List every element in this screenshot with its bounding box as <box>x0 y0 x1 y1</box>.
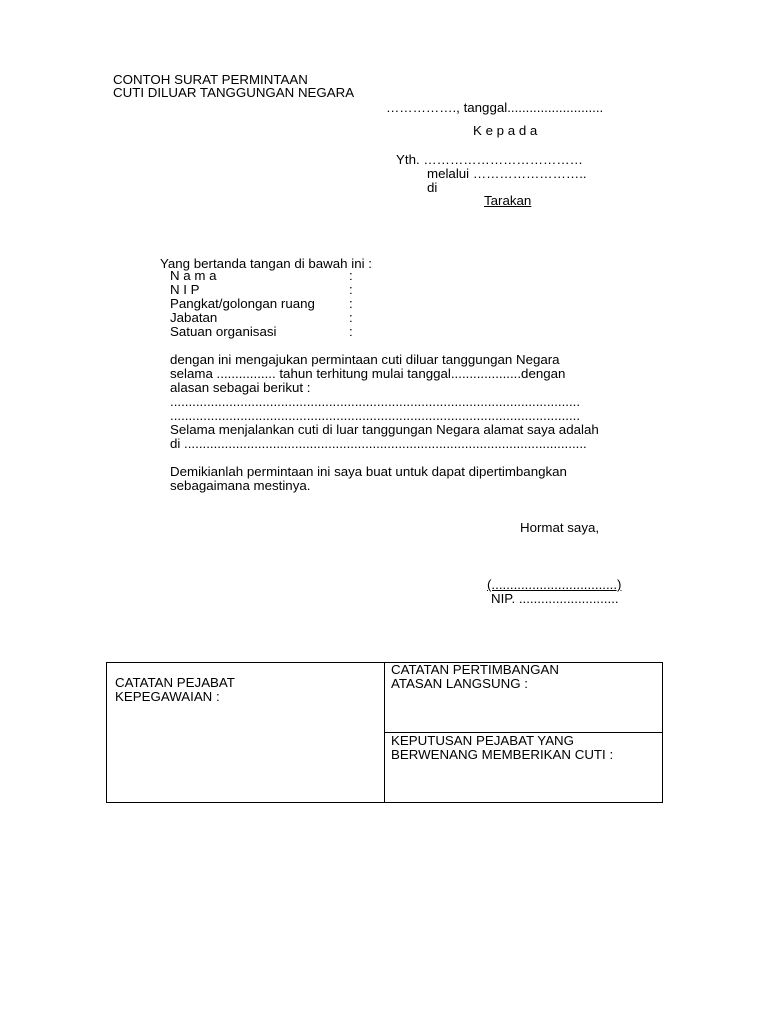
notes-right-bottom-cell <box>385 733 663 803</box>
request-paragraph-line-2: selama ................ tahun terhitung mulai tanggal...................dengan <box>170 366 566 381</box>
notes-right-bottom-line-1: KEPUTUSAN PEJABAT YANG <box>391 733 575 748</box>
recipient-yth: Yth. ……………………………… <box>396 152 583 167</box>
notes-right-top-line-2: ATASAN LANGSUNG : <box>391 676 528 691</box>
closing-salutation: Hormat saya, <box>520 520 600 535</box>
address-paragraph-line-1: Selama menjalankan cuti di luar tanggungan Negara alamat saya adalah <box>170 422 599 437</box>
field-label-jabatan: Jabatan <box>170 310 218 325</box>
notes-left-line-2: KEPEGAWAIAN : <box>115 689 220 704</box>
field-colon: : <box>349 268 353 283</box>
closing-paragraph-line-1: Demikianlah permintaan ini saya buat untuk dapat dipertimbangkan <box>170 464 567 479</box>
request-paragraph-line-1: dengan ini mengajukan permintaan cuti diluar tanggungan Negara <box>170 352 560 367</box>
identity-intro: Yang bertanda tangan di bawah ini : <box>160 256 372 271</box>
reason-dots-line-1: ............................................................................................................... <box>170 394 581 409</box>
notes-right-top-cell <box>385 663 663 733</box>
field-colon: : <box>349 296 353 311</box>
notes-right-top-line-1: CATATAN PERTIMBANGAN <box>391 662 559 677</box>
address-paragraph-line-2: di ............................................................................................................. <box>170 436 587 451</box>
notes-left-cell <box>107 663 385 803</box>
place-date: ……………., tanggal.......................... <box>386 100 604 115</box>
signature-name-placeholder: (..................................) <box>487 577 622 592</box>
field-label-nama: N a m a <box>170 268 217 283</box>
request-paragraph-line-3: alasan sebagai berikut : <box>170 380 311 395</box>
recipient-di: di <box>427 180 438 195</box>
kepada-label: K e p a d a <box>473 123 538 138</box>
reason-dots-line-2: ............................................................................................................... <box>170 408 581 423</box>
closing-paragraph-line-2: sebagaimana mestinya. <box>170 478 311 493</box>
notes-table <box>106 662 663 803</box>
field-colon: : <box>349 282 353 297</box>
signature-nip: NIP. ........................... <box>491 591 619 606</box>
notes-left-line-1: CATATAN PEJABAT <box>115 675 235 690</box>
field-colon: : <box>349 310 353 325</box>
document-title-line-1: CONTOH SURAT PERMINTAAN <box>113 72 308 87</box>
document-title-line-2: CUTI DILUAR TANGGUNGAN NEGARA <box>113 85 355 100</box>
field-label-nip: N I P <box>170 282 200 297</box>
notes-right-bottom-line-2: BERWENANG MEMBERIKAN CUTI : <box>391 747 614 762</box>
field-colon: : <box>349 324 353 339</box>
recipient-city: Tarakan <box>484 193 532 208</box>
field-label-satuan: Satuan organisasi <box>170 324 277 339</box>
recipient-melalui: melalui …………………….. <box>427 166 587 181</box>
field-label-pangkat: Pangkat/golongan ruang <box>170 296 315 311</box>
